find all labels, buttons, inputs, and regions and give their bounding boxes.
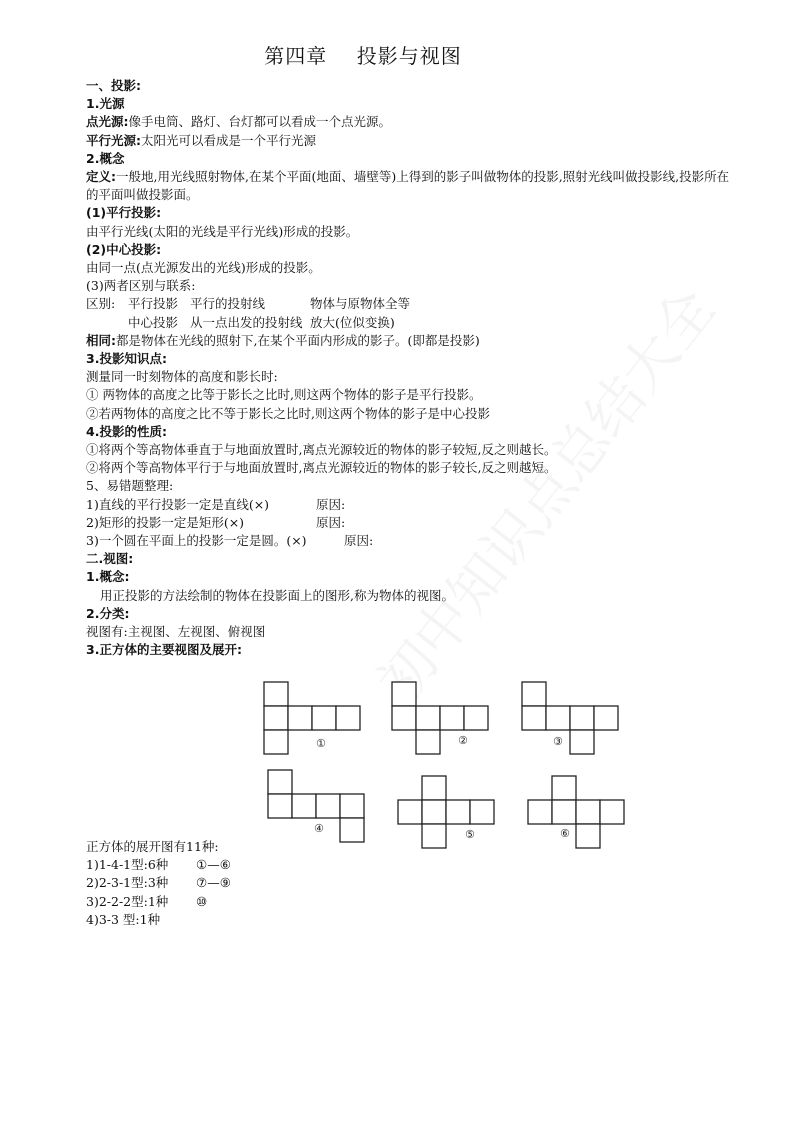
summary-range: ①—⑥ [196,857,231,873]
page-title [0,40,726,69]
cube-net-summary [86,838,686,929]
net-square [522,682,546,706]
summary-item-4 [86,911,686,929]
difference-cell: 平行的投射线 [190,296,266,312]
chapter-number: 第四章 [264,44,328,68]
net-square [552,800,576,824]
parallel-projection-heading: (1)平行投影: [86,205,162,221]
definition-paragraph [86,168,736,204]
net-label: ② [458,734,468,747]
net-square [268,794,292,818]
definition-label: 定义: [86,169,116,185]
view-types-text: 视图有:主视图、左视图、俯视图 [86,624,266,640]
net-square [340,794,364,818]
summary-intro: 正方体的展开图有11种: [86,839,219,854]
summary-type: 4)3-3 型:1种 [86,911,161,927]
section-view-heading: 二.视图: [86,551,134,567]
net-square [292,794,316,818]
section-projection-heading: 一、投影: [86,78,141,93]
net-square [576,800,600,824]
net-square [392,682,416,706]
net-square [546,706,570,730]
point-light-label: 点光源: [86,114,129,130]
net-square [316,794,340,818]
net-label: ④ [314,822,324,835]
error-item-1 [86,496,736,514]
summary-type: 2)2-3-1型:3种 [86,875,169,891]
parallel-projection-text: 由平行光线(太阳的光线是平行光线)形成的投影。 [86,223,359,239]
comparison-heading: (3)两者区别与联系: [86,278,196,294]
main-content [86,77,736,660]
net-square [264,682,288,706]
net-square [416,706,440,730]
knowledge-intro: 测量同一时刻物体的高度和影长时: [86,369,278,385]
central-projection-text: 由同一点(点光源发出的光线)形成的投影。 [86,260,321,276]
property-item-1: ①将两个等高物体垂直于与地面放置时,离点光源较近的物体的影子较短,反之则越长。 [86,442,557,458]
cube-nets-svg [240,672,640,852]
definition-text: 一般地,用光线照射物体,在某个平面(地面、墙壁等)上得到的影子叫做物体的投影,照射光线叫做投影线,投影所在的平面叫做投影面。 [86,169,730,203]
chapter-name: 投影与视图 [356,44,462,68]
view-types-heading: 2.分类: [86,605,130,621]
parallel-light-label: 平行光源: [86,132,141,148]
light-source-heading: 1.光源 [86,96,125,112]
net-square [336,706,360,730]
cube-net-1 [264,682,360,754]
difference-cell: 从一点出发的投射线 [190,314,303,330]
net-square [600,800,624,824]
difference-cell: 平行投影 [128,296,179,312]
knowledge-item-2: ②若两物体的高度之比不等于影长之比时,则这两个物体的影子是中心投影 [86,405,490,421]
net-square [570,706,594,730]
net-square [264,730,288,754]
net-square [552,776,576,800]
knowledge-heading: 3.投影知识点: [86,351,167,367]
view-concept-heading: 1.概念: [86,569,130,585]
reason-label: 原因: [316,514,346,530]
difference-cell: 物体与原物体全等 [310,296,411,312]
difference-label: 区别: [86,296,116,312]
net-square [392,706,416,730]
similarity-label: 相同: [86,332,116,348]
summary-range: ⑩ [196,893,208,909]
net-square [470,800,494,824]
summary-type: 3)2-2-2型:1种 [86,893,169,909]
difference-row-1 [86,295,736,313]
net-square [268,770,292,794]
parallel-light-text: 太阳光可以看成是一个平行光源 [141,132,317,148]
error-heading: 5、易错题整理: [86,478,174,494]
net-square [416,730,440,754]
net-square [464,706,488,730]
error-statement: 3)一个圆在平面上的投影一定是圆。(×) [86,533,307,549]
net-square [522,706,546,730]
cube-net-4 [268,770,364,842]
summary-type: 1)1-4-1型:6种 [86,857,169,873]
view-concept-text: 用正投影的方法绘制的物体在投影面上的图形,称为物体的视图。 [100,587,454,603]
difference-row-2 [86,314,736,332]
net-label: ⑥ [560,827,570,840]
net-square [422,800,446,824]
summary-item-1 [86,856,686,874]
summary-item-3 [86,893,686,911]
similarity-text: 都是物体在光线的照射下,在某个平面内形成的影子。(即都是投影) [116,332,480,348]
cube-net-3 [522,682,618,754]
net-square [312,706,336,730]
parallel-light-line [86,132,736,150]
property-heading: 4.投影的性质: [86,423,167,439]
net-square [594,706,618,730]
cube-net-2 [392,682,488,754]
cube-nets-figure [240,672,640,852]
property-item-2: ②将两个等高物体平行于与地面放置时,离点光源较近的物体的影子较长,反之则越短。 [86,460,557,476]
point-light-line [86,113,736,131]
net-square [264,706,288,730]
difference-cell: 放大(位似变换) [310,314,395,330]
knowledge-item-1: ① 两物体的高度之比等于影长之比时,则这两个物体的影子是平行投影。 [86,387,482,403]
reason-label: 原因: [316,496,346,512]
central-projection-heading: (2)中心投影: [86,241,162,257]
net-label: ⑤ [465,828,475,841]
point-light-text: 像手电筒、路灯、台灯都可以看成一个点光源。 [128,114,392,130]
reason-label: 原因: [344,533,374,549]
error-statement: 2)矩形的投影一定是矩形(×) [86,514,245,530]
error-statement: 1)直线的平行投影一定是直线(×) [86,496,270,512]
net-square [446,800,470,824]
concept-heading: 2.概念 [86,150,125,166]
error-item-3 [86,532,736,550]
net-label: ① [316,737,326,750]
net-square [288,706,312,730]
error-item-2 [86,514,736,532]
net-square [570,730,594,754]
net-square [528,800,552,824]
net-label: ③ [553,735,563,748]
summary-item-2 [86,874,686,892]
summary-range: ⑦—⑨ [196,875,231,891]
cube-nets-heading: 3.正方体的主要视图及展开: [86,642,242,658]
net-square [440,706,464,730]
net-square [422,776,446,800]
net-square [398,800,422,824]
difference-cell: 中心投影 [128,314,179,330]
similarity-line [86,332,736,350]
